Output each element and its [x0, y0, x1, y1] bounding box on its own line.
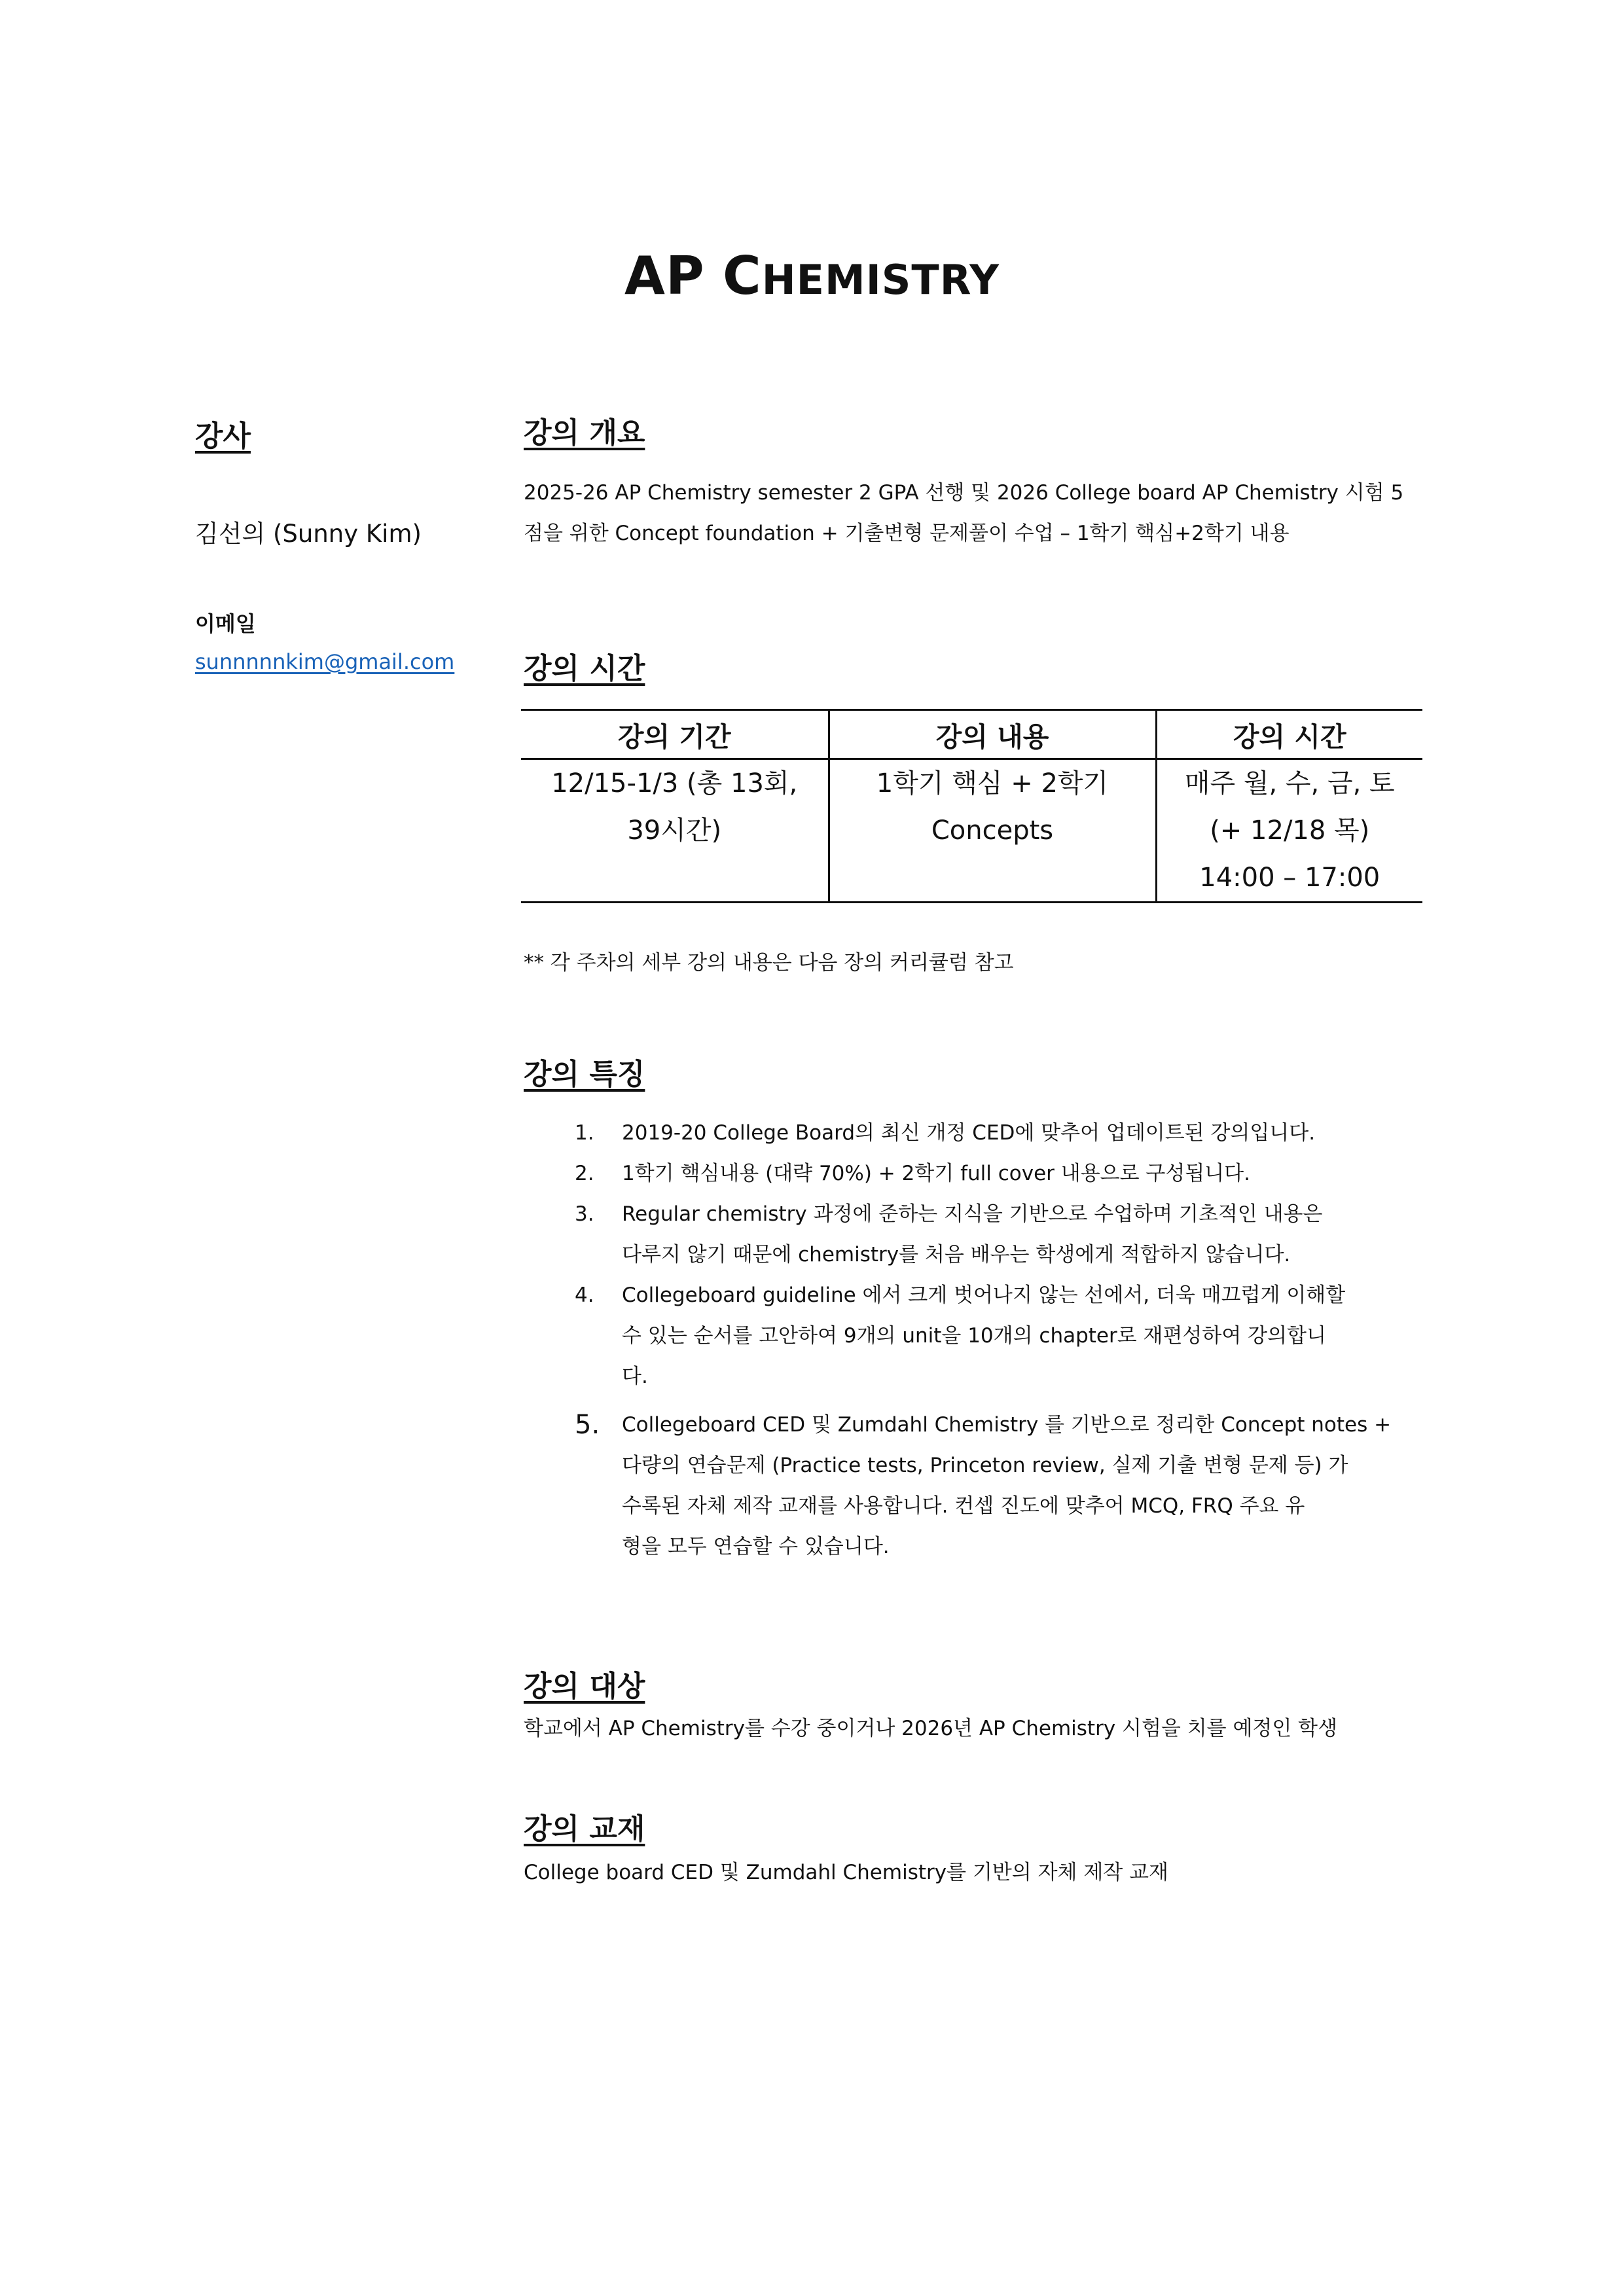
title-ap: AP [624, 245, 705, 306]
list-item [563, 1194, 1426, 1275]
list-text: Regular chemistry 과정에 준하는 지식을 기반으로 수업하며 기초적인 내용은 [622, 1202, 1323, 1226]
overview-text [524, 473, 1427, 554]
cell-time [1156, 759, 1422, 903]
textbook-text: College board CED 및 Zumdahl Chemistry를 기반의 자체 제작 교재 [524, 1861, 1168, 1884]
title-c: C [723, 245, 762, 306]
email-heading: 이메일 [195, 611, 256, 636]
list-text: 다량의 연습문제 (Practice tests, Princeton review, 실제 기출 변형 문제 등) 가 [622, 1454, 1348, 1477]
list-text: 수록된 자체 제작 교재를 사용합니다. 컨셉 진도에 맞추어 MCQ, FRQ 주요 유 [622, 1494, 1305, 1518]
overview-heading: 강의 개요 [524, 416, 645, 450]
list-text: 2019-20 College Board의 최신 개정 CED에 맞추어 업데이트된 강의입니다. [622, 1121, 1316, 1145]
list-item [563, 1405, 1426, 1567]
instructor-heading: 강사 [195, 420, 251, 453]
cell-line: 12/15-1/3 (총 13회, [551, 768, 798, 798]
list-item [563, 1275, 1426, 1397]
list-text: 다루지 않기 때문에 chemistry를 처음 배우는 학생에게 적합하지 않습니다. [622, 1243, 1291, 1266]
cell-line: 39시간) [627, 816, 722, 846]
column-header-content: 강의 내용 [829, 710, 1156, 759]
list-item [563, 1113, 1426, 1153]
cell-line: 1학기 핵심 + 2학기 [876, 768, 1109, 798]
list-text: 형을 모두 연습할 수 있습니다. [622, 1535, 890, 1558]
overview-line: 2025-26 AP Chemistry semester 2 GPA 선행 및 2026 College board AP Chemistry 시험 5 [524, 481, 1404, 505]
features-heading: 강의 특징 [524, 1058, 645, 1091]
list-text: Collegeboard guideline 에서 크게 벗어나지 않는 선에서, 더욱 매끄럽게 이해할 [622, 1283, 1346, 1307]
cell-content [829, 759, 1156, 903]
textbook-heading: 강의 교재 [524, 1812, 645, 1846]
list-number: 5. [575, 1410, 600, 1440]
list-item [563, 1153, 1426, 1194]
list-number: 2. [575, 1162, 594, 1185]
table-header-row [521, 710, 1422, 759]
list-text: 수 있는 순서를 고안하여 9개의 unit을 10개의 chapter로 재편성하여 강의합니 [622, 1324, 1326, 1348]
cell-line: 14:00 – 17:00 [1199, 863, 1380, 893]
features-list [563, 1113, 1426, 1567]
cell-line: (+ 12/18 목) [1210, 816, 1370, 846]
schedule-table [521, 709, 1422, 903]
column-header-time: 강의 시간 [1156, 710, 1422, 759]
schedule-heading: 강의 시간 [524, 652, 645, 685]
email-link[interactable]: sunnnnnkim@gmail.com [195, 649, 455, 674]
list-number: 3. [575, 1202, 594, 1226]
overview-line: 점을 위한 Concept foundation + 기출변형 문제풀이 수업 – 1학기 핵심+2학기 내용 [524, 522, 1290, 545]
page-title [0, 245, 1624, 306]
title-hemistry: HEMISTRY [761, 256, 1000, 304]
target-heading: 강의 대상 [524, 1670, 645, 1703]
list-number: 1. [575, 1121, 594, 1145]
list-text: 1학기 핵심내용 (대략 70%) + 2학기 full cover 내용으로 구성됩니다. [622, 1162, 1250, 1185]
instructor-name: 김선의 (Sunny Kim) [195, 520, 422, 548]
list-text: 다. [622, 1365, 648, 1388]
schedule-note: ** 각 주차의 세부 강의 내용은 다음 장의 커리큘럼 참고 [524, 951, 1014, 975]
cell-line: 매주 월, 수, 금, 토 [1184, 768, 1395, 798]
cell-period [521, 759, 829, 903]
table-row [521, 759, 1422, 903]
column-header-period: 강의 기간 [521, 710, 829, 759]
list-text: Collegeboard CED 및 Zumdahl Chemistry 를 기반으로 정리한 Concept notes + [622, 1413, 1392, 1437]
target-text: 학교에서 AP Chemistry를 수강 중이거나 2026년 AP Chemistry 시험을 치를 예정인 학생 [524, 1717, 1338, 1740]
cell-line: Concepts [931, 816, 1054, 846]
list-number: 4. [575, 1283, 594, 1307]
